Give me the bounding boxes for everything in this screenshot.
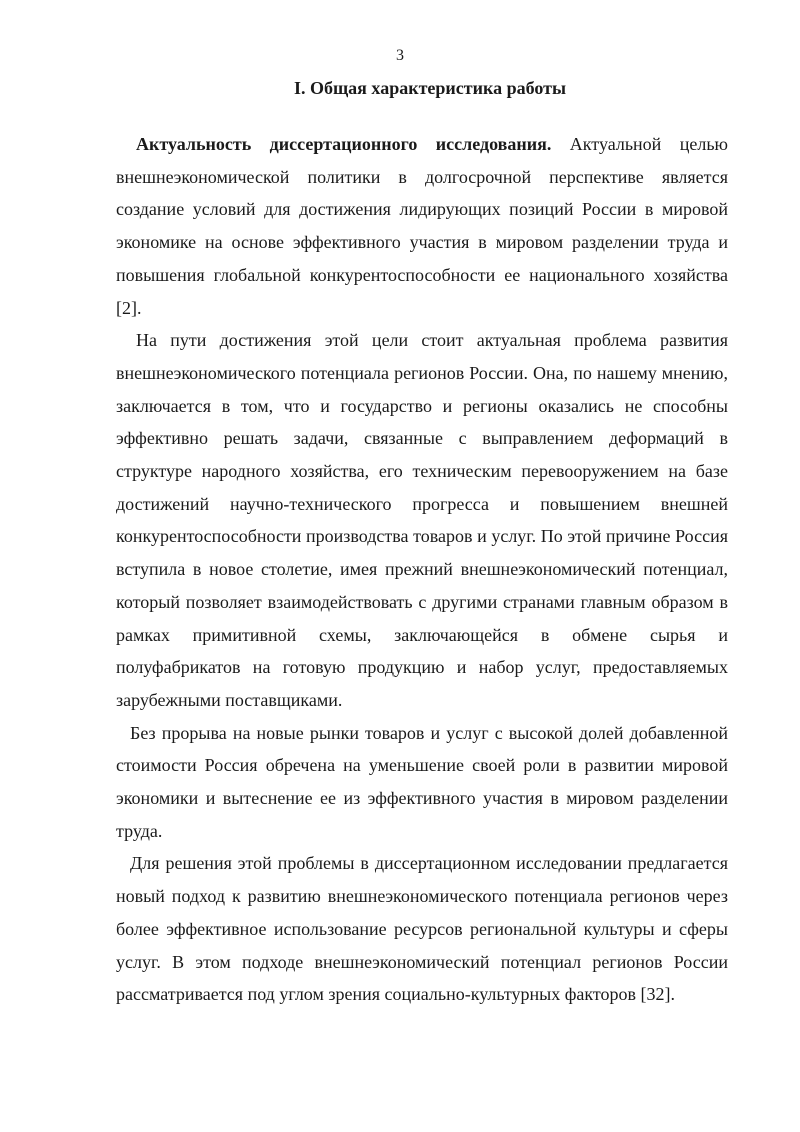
section-title: I. Общая характеристика работы (293, 78, 567, 98)
paragraph-problem: На пути достижения этой цели стоит актуальная проблема развития внешнеэкономического потенциала регионов России. Она, по нашему мнению, заключается в том, что и государство и регионы оказались не способны эффективно решать задачи, связанные с выправлением деформаций в структуре народного хозяйства, его техническим перевооружением на базе достижений научно-технического прогресса и повышением внешней конкурентоспособности производства товаров и услуг. По этой причине Россия вступила в новое столетие, имея прежний внешнеэкономический потенциал, который позволяет взаимодействовать с другими странами главным образом в рамках примитивной схемы, заключающейся в обмене сырья и полуфабрикатов на готовую продукцию и набор услуг, предоставляемых зарубежными поставщиками. (116, 330, 728, 710)
paragraph-breakthrough: Без прорыва на новые рынки товаров и услуг с высокой долей добавленной стоимости Россия обречена на уменьшение своей роли в развитии мировой экономики и вытеснение ее из эффективного участия в мировом разделении труда. (116, 722, 728, 841)
paragraph-lead: Актуальность диссертационного исследования. (136, 134, 552, 154)
paragraph-text: Актуальной целью внешнеэкономической политики в долгосрочной перспективе является создание условий для достижения лидирующих позиций России в мировой экономике на основе эффективного участия в мировом разделении труда и повышения глобальной конкурентоспособности ее национального хозяйства [2]. (116, 134, 728, 318)
paragraph-approach: Для решения этой проблемы в диссертационном исследовании предлагается новый подход к развитию внешнеэкономического потенциала регионов через более эффективное использование ресурсов региональной культуры и сферы услуг. В этом подходе внешнеэкономический потенциал регионов России рассматривается под углом зрения социально-культурных факторов [32]. (116, 853, 728, 1005)
paragraph-relevance (116, 128, 728, 324)
page-number: 3 (396, 47, 404, 64)
body-text (116, 128, 728, 1011)
